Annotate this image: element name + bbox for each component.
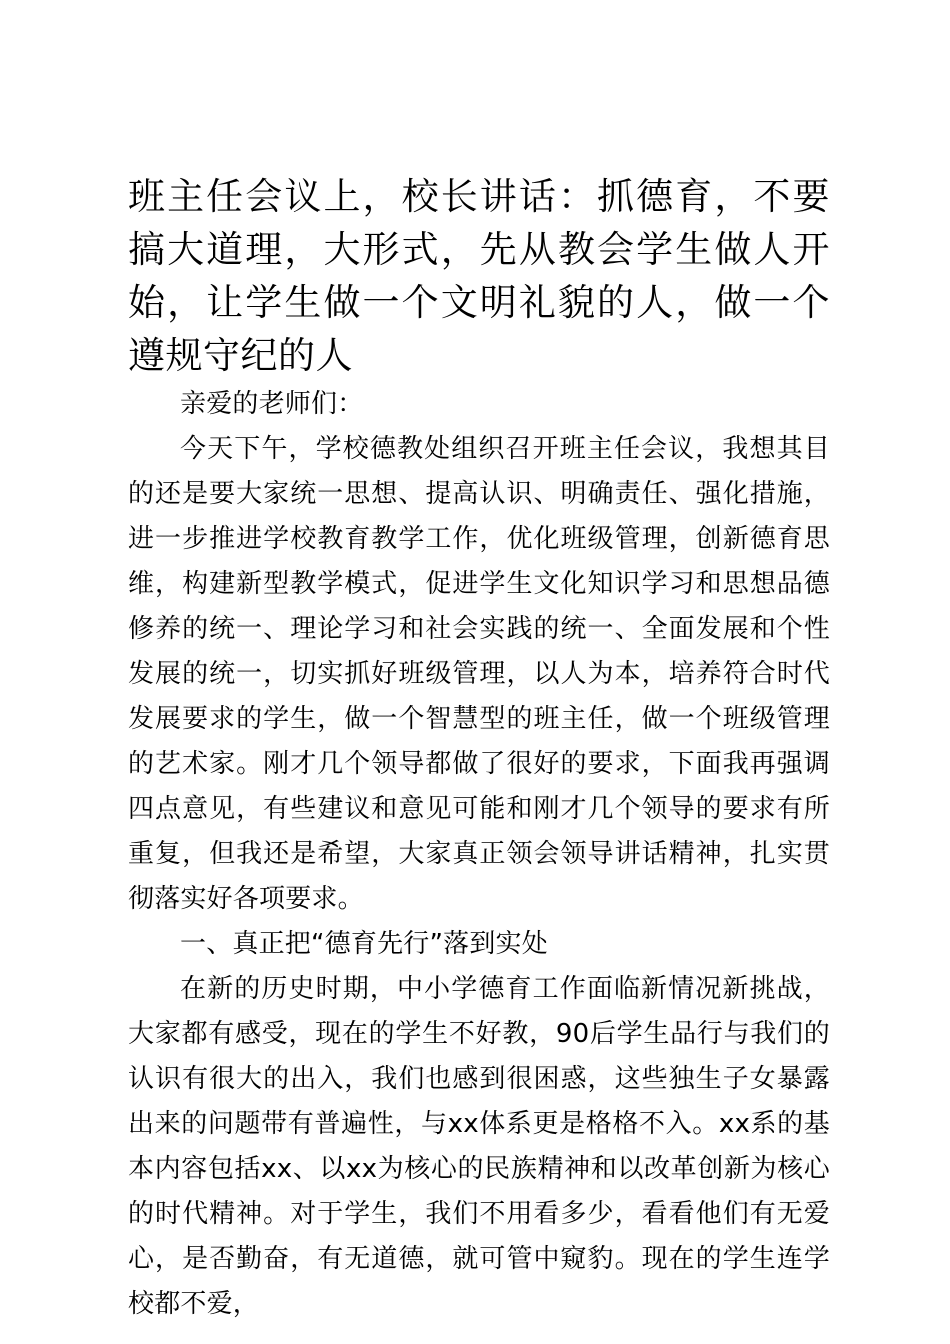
document-body	[128, 170, 830, 1327]
document-title: 班主任会议上，校长讲话：抓德育，不要搞大道理，大形式，先从教会学生做人开始，让学生做一个文明礼貌的人，做一个遵规守纪的人	[128, 175, 830, 377]
paragraph-section-1: 在新的历史时期，中小学德育工作面临新情况新挑战，大家都有感受，现在的学生不好教，90后学生品行与我们的认识有很大的出入，我们也感到很困惑，这些独生子女暴露出来的问题带有普遍性，与xx体系更是格格不入。xx系的基本内容包括xx、以xx为核心的民族精神和以改革创新为核心的时代精神。对于学生，我们不用看多少，看看他们有无爱心，是否勤奋，有无道德，就可管中窥豹。现在的学生连学校都不爱，	[128, 974, 830, 1319]
salutation: 亲爱的老师们：	[180, 389, 364, 419]
paragraph-intro: 今天下午，学校德教处组织召开班主任会议，我想其目的还是要大家统一思想、提高认识、明确责任、强化措施，进一步推进学校教育教学工作，优化班级管理，创新德育思维，构建新型教学模式，促进学生文化知识学习和思想品德修养的统一、理论学习和社会实践的统一、全面发展和个性发展的统一，切实抓好班级管理，以人为本，培养符合时代发展要求的学生，做一个智慧型的班主任，做一个班级管理的艺术家。刚才几个领导都做了很好的要求，下面我再强调四点意见，有些建议和意见可能和刚才几个领导的要求有所重复，但我还是希望，大家真正领会领导讲话精神，扎实贯彻落实好各项要求。	[128, 434, 830, 914]
section-heading-1: 一、真正把“德育先行”落到实处	[180, 929, 548, 959]
